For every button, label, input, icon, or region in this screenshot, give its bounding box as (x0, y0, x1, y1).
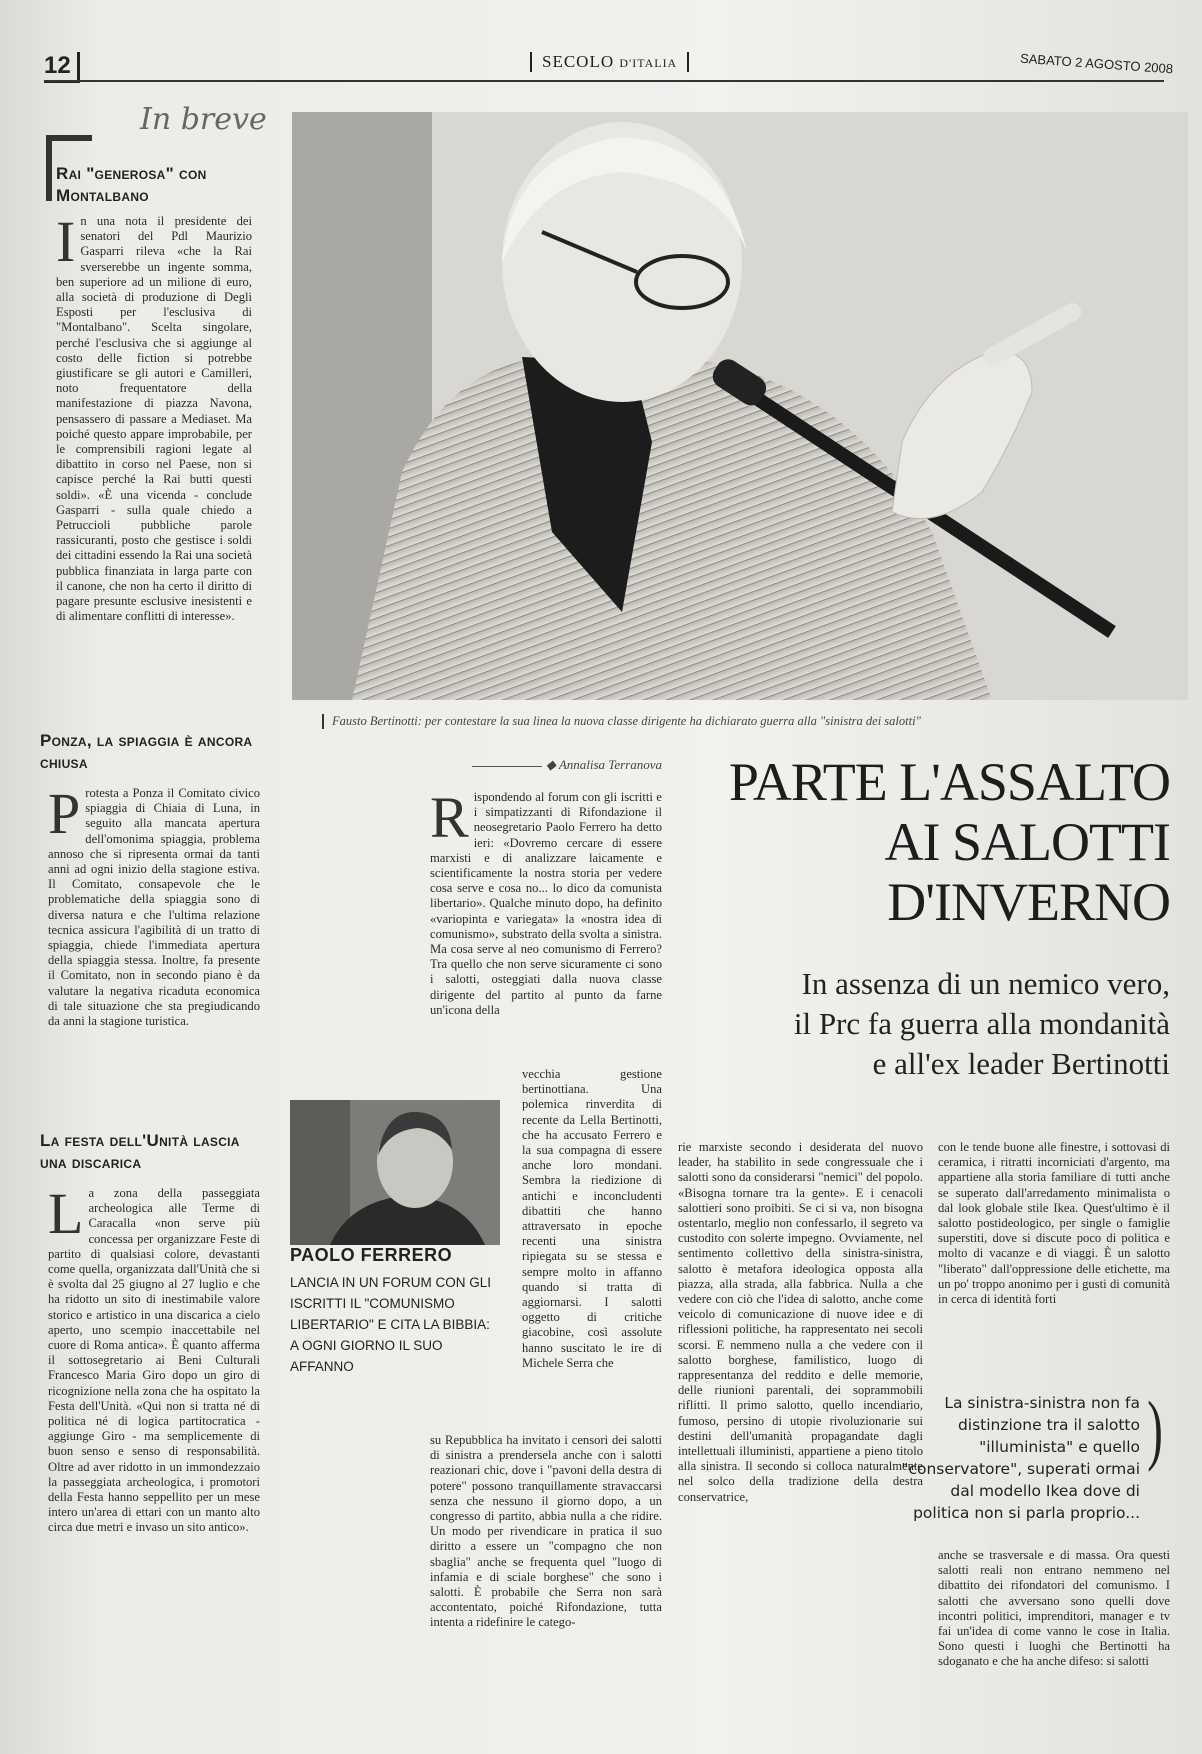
ferrero-text: LANCIA IN UN FORUM CON GLI ISCRITTI IL "COMUNISMO LIBERTARIO" E CITA LA BIBBIA: A OGNI GIORNO IL SUO AFFANNO (290, 1275, 492, 1374)
brief2-title: Ponza, la spiaggia è ancora chiusa (40, 731, 253, 772)
byline: ◆ Annalisa Terranova (432, 757, 662, 773)
brief3-dropcap: L (48, 1181, 84, 1246)
headline-line-2: AI SALOTTI (884, 812, 1170, 872)
byline-rule (472, 766, 542, 767)
pull-quote: La sinistra-sinistra non fa distinzione tra il salotto "illuminista" e quello "conservatore", superati ormai dal modello Ikea dove di politica non si parla proprio... (901, 1394, 1140, 1522)
photo-caption: Fausto Bertinotti: per contestare la sua linea la nuova classe dirigente ha dichiarato guerra alla "sinistra dei salotti" (322, 714, 1162, 729)
brief1-dropcap: I (56, 209, 76, 274)
ferrero-name: PAOLO FERRERO (290, 1245, 453, 1265)
brief1-body (56, 209, 252, 624)
newspaper-title-suffix: D'ITALIA (619, 56, 678, 70)
subhead-line-2: il Prc fa guerra alla mondanità (793, 1006, 1170, 1041)
subhead-line-3: e all'ex leader Bertinotti (872, 1046, 1170, 1081)
page-number: 12 (44, 52, 80, 83)
brief3-body (48, 1181, 260, 1536)
bertinotti-illustration (292, 112, 1188, 700)
subhead-line-1: In assenza di un nemico vero, (801, 966, 1170, 1001)
article-col2: rie marxiste secondo i desiderata del nuovo leader, ha stabilito in sede congressuale che i salotti sono da considerarsi "nemici" del popolo. «Bisogna tornare tra la gente». E i cenacoli salottieri sono proibiti. Se ci si va, non bisogna ostentarlo, meglio non confessarlo, il segreto va custodito con solerte impegno. Ovviamente, nel sentimento collettivo della sinistra-sinistra, salotto è metafora ideologica opposta alla piazza, alla strada, alla fabbrica. Nulla a che vedere con ciò che l'idea di salotto, anche come veicolo di comunicazione di nuove idee e di riflessioni politiche, ha rappresentato nei secoli scorsi. E nemmeno nulla a che vedere con il salotto borghese, familistico, luogo di rappresentanza del reddito e delle memorie, delle riunioni parentali, dei soprammobili riflitti. Il primo salotto, quello incendiario, fumoso, persino di utopie rivoluzionarie sui destini dell'umanità propagandate dagli intellettuali illuministi, appartiene a pieno titolo alla sinistra. Il secondo si colloca naturalmente nel solco della tradizione della destra conservatrice, (678, 1140, 923, 1504)
article-col1-top (430, 785, 662, 1018)
headline (690, 752, 1170, 932)
brief-label: In breve (140, 102, 267, 137)
brief3-text: a zona della passeggiata archeologica alle Terme di Caracalla «non serve più concessa per organizzare Feste di partito di qualsiasi colore, devastanti come quella, organizzata dall'Unità che si è svolta dal 25 giugno al 27 luglio e che ha ridotto un sito di inestimabile valore storico e artistico in una discarica a cielo aperto, uno scempio inaccettabile nel cuore di Roma antica». È quanto afferma il sottosegretario ai Beni Culturali Francesco Maria Giro dopo un giro di ricognizione nella zona che ha ospitato la Festa dell'Unità. «Qui non si tratta né di politica né di logica partitocratica - aggiunge Giro - ma semplicemente di buon senso e senso di responsabilità. Oltre ad aver ridotto in un immondezzaio la passeggiata archeologica, i promotori della Festa hanno seppellito per un mese intero un'area di ettari con un manto alto circa due metri e invaso un sito antico». (48, 1186, 260, 1535)
bertinotti-photo (292, 112, 1188, 700)
article-col1-top-text: ispondendo al forum con gli iscritti e i simpatizzanti di Rifondazione il neosegretario Paolo Ferrero ha detto ieri: «Dovremo cercare di essere marxisti e di analizzare laicamente e scientificamente la nostra storia per vedere cosa serve e cosa no... lo dico da comunista libertario». Qualche minuto dopo, ha definito «variopinta e variegata» la «nostra idea di comunismo», substrato della svolta a sinistra. Ma cosa serve al neo comunismo di Ferrero? Tra quello che non serve sicuramente ci sono i salotti, osteggiati dalla nuova classe dirigente del partito al punto da farne un'icona della (430, 790, 662, 1017)
brief3-title: La festa dell'Unità lascia una discarica (40, 1131, 240, 1172)
header-rule (44, 80, 1164, 82)
brief2-dropcap: P (48, 781, 81, 846)
ferrero-sidebar (290, 1245, 500, 1377)
pull-quote-bracket: ) (1147, 1385, 1163, 1472)
article-col3-top: con le tende buone alle finestre, i sottovasi di ceramica, i ritratti incorniciati d'argento, ma appartiene alla storia familiare di tutti anche se superato dall'arredamento minimalista o dal look globale stile Ikea. Quest'ultimo è il salotto postideologico, per single o famiglie superstiti, dove si discute poco di politica e molto di vacanze e di viaggi. È un salotto "liberato" dall'oppressione delle etichette, ma un po' troppo anonimo per i gusti di comunità in cerca di identità forti (938, 1140, 1170, 1307)
brief1-title: Rai "generosa" con Montalbano (56, 164, 207, 205)
headline-line-3: D'INVERNO (887, 872, 1170, 932)
brief2-body (48, 781, 260, 1029)
subheadline (690, 964, 1170, 1084)
brief1-text: n una nota il presidente dei senatori del Pdl Maurizio Gasparri rileva «che la Rai sverserebbe un ingente somma, ben superiore ad un milione di euro, alla società di produzione di Degli Esposti per l'esclusiva di "Montalbano". Scelta singolare, perché l'esclusiva che si aggiunge al costo delle fiction si potrebbe giustificare se gli autori e Camilleri, noto frequentatore della manifestazione di piazza Navona, pensassero di passare a Mediaset. Ma poiché questo appare improbabile, per le comprensibili ragioni legate al dibattito in corso nel Paese, non si capisce perché la Rai butti questi soldi». «È una vicenda - conclude Gasparri - sulla quale chiedo a Petruccioli pubbliche parole rassicuranti, posto che gestisce i soldi dei cittadini essendo la Rai una società pubblica finanziata in larga parte con il canone, che non ha certo il diritto di pagare presunte esclusive inesistenti e di alimentare conflitti di interesse». (56, 214, 252, 624)
byline-author: Annalisa Terranova (558, 757, 662, 772)
headline-line-1: PARTE L'ASSALTO (728, 752, 1170, 812)
newspaper-name (530, 52, 689, 72)
brief2-text: rotesta a Ponza il Comitato civico spiaggia di Chiaia di Luna, in seguito alla mancata apertura dell'omonima spiaggia, problema annoso che si ripresenta ormai da tanti anni ad ogni inizio della stagione estiva. Il Comitato, consapevole che le problematiche della spiaggia sono di diversa natura e che l'ultima relazione tecnica assicura l'agibilità di un tratto di spiaggia, chiede l'immediata apertura della spiaggia stessa. Inoltre, fa presente il Comitato, non in secondo piano è da valutare la negativa ricaduta economica di tale situazione che sta pregiudicando da anni la stagione turistica. (48, 786, 260, 1029)
newspaper-title: SECOLO (542, 52, 615, 71)
issue-date: SABATO 2 AGOSTO 2008 (1019, 50, 1174, 77)
ferrero-illustration (290, 1100, 500, 1245)
ferrero-photo (290, 1100, 500, 1245)
article-col1-right: vecchia gestione bertinottiana. Una polemica rinverdita di recente da Lella Bertinotti, che ha accusato Ferrero e la sua compagna di essere anche loro mondani. Sembra la riedizione di antichi e inconcludenti dibattiti che hanno attraversato in epoche recenti una sinistra ripiegata su se stessa e sempre molto in affanno quando si tratta di aggiornarsi. I salotti oggetto di critiche giacobine, così assolute hanno suscitato le ire di Michele Serra che (522, 1067, 662, 1370)
article-dropcap: R (430, 785, 469, 850)
article-col3-bottom: anche se trasversale e di massa. Ora questi salotti reali non entrano nemmeno nel dibattito dei rifondatori del comunismo. I salotti che avversano sono quelli dove incontri politici, imprenditori, manager e tv fai un'idea di come vanno le cose in Italia. Sono questi i luoghi che Bertinotti ha sdoganato e che ha anche difeso: si salotti (938, 1548, 1170, 1669)
article-col1-bottom: su Repubblica ha invitato i censori dei salotti di sinistra a prendersela anche con i salotti reazionari chic, dove i "pavoni della destra di potere" possono tranquillamente stravaccarsi senza che nessuno il giorno dopo, a un congresso di partito, abbia nulla a che ridire. Un modo per rivendicare in pratica il suo diritto a essere un "compagno che non sbaglia" anche se frequenta quel "luogo di infamia e di sciale borghese" che sono i salotti. È probabile che Serra non sarà accontentato, poiché Rifondazione, tutta intenta a ridefinire le catego- (430, 1433, 662, 1630)
